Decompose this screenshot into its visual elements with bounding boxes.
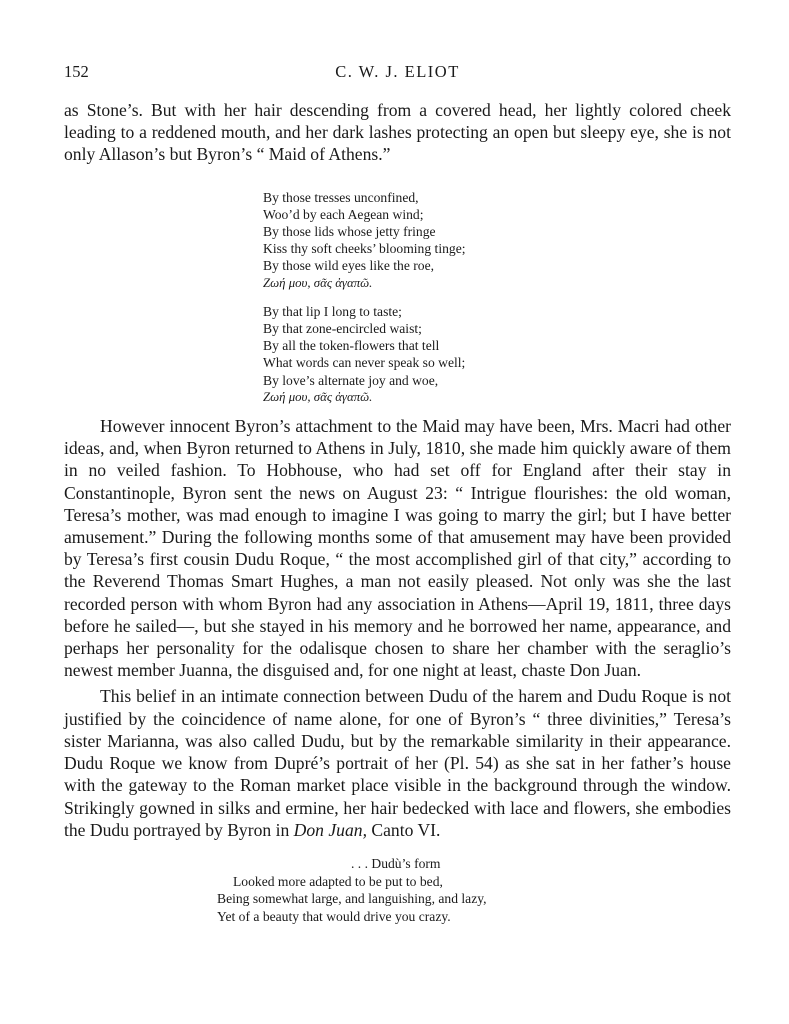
paragraph-1: as Stone’s. But with her hair descending from a covered head, her lightly colored cheek leading to a reddened mouth, and her dark lashes protecting an open but sleepy eye, she is not only Allason’s but Byron’s “ Maid of Athens.”: [64, 100, 731, 165]
paragraph-3-text: This belief in an intimate connection between Dudu of the harem and Dudu Roque is not justified by the coincidence of name alone, for one of Byron’s “ three divinities,” Teresa’s sister Marianna, was also called Dudu, but by the remarkable similarity in their appearance. Dudu Roque we know from Dupré’s portrait of her (Pl. 54) as she sat in her father’s house with the gateway to the Roman market place visible in the background through the window. Strikingly gowned in silks and ermine, her hair bedecked with lace and flowers, she embodies the Dudu portrayed by Byron in: [64, 686, 731, 840]
verse-quotation: [64, 855, 731, 925]
verse-line: . . . Dudù’s form: [351, 855, 441, 871]
paragraph-3-end: Canto VI.: [371, 819, 441, 840]
verse-line: Yet of a beauty that would drive you crazy.: [217, 908, 451, 924]
paragraph-2: However innocent Byron’s attachment to the Maid may have been, Mrs. Macri had other ideas, and, when Byron returned to Athens in July, 1810, she made him quickly aware of them in no veiled fashion. To Hobhouse, who had set off for England after their stay in Constantinople, Byron sent the news on August 23: “ Intrigue flourishes: the old woman, Teresa’s mother, was mad enough to imagine I was going to marry the girl; but I have better amusement.” During the following months some of that amusement may have been provided by Teresa’s first cousin Dudu Roque, “ the most accomplished girl of that city,” according to the Reverend Thomas Smart Hughes, a man not easily pleased. Not only was she the last recorded person with whom Byron had any association in Athens—April 19, 1811, three days before he sailed—, but she stayed in his memory and he borrowed her name, appearance, and perhaps her personality for the odalisque chosen to share her chamber with the seraglio’s newest member Juanna, the disguised and, for one night at least, chaste Don Juan.: [64, 416, 731, 681]
page-number: 152: [64, 62, 89, 81]
poem-line: Woo’d by each Aegean wind;: [263, 206, 424, 222]
poem-line: By that lip I long to taste;: [263, 303, 402, 319]
poem-stanza-1: [263, 189, 731, 292]
poem-line: What words can never speak so well;: [263, 355, 466, 371]
greek-refrain: Ζωή μου, σᾶς ἀγαπῶ.: [263, 389, 373, 404]
poem-line: By love’s alternate joy and woe,: [263, 372, 439, 388]
poem-line: By those wild eyes like the roe,: [263, 258, 435, 274]
poem-line: By that zone-encircled waist;: [263, 321, 422, 337]
poem-stanza-2: [263, 303, 731, 406]
poem-line: By those tresses unconfined,: [263, 189, 419, 205]
verse-line: Looked more adapted to be put to bed,: [233, 873, 443, 889]
book-title: Don Juan,: [293, 819, 367, 840]
running-head: [64, 56, 731, 82]
poem-line: By all the token-flowers that tell: [263, 338, 440, 354]
greek-refrain: Ζωή μου, σᾶς ἀγαπῶ.: [263, 275, 373, 290]
poem-line: By those lids whose jetty fringe: [263, 224, 436, 240]
paragraph-3: [64, 685, 731, 840]
author-heading: C. W. J. ELIOT: [335, 62, 460, 81]
poem-line: Kiss thy soft cheeks’ blooming tinge;: [263, 241, 466, 257]
verse-line: Being somewhat large, and languishing, and lazy,: [217, 891, 487, 907]
book-page: [64, 56, 731, 925]
